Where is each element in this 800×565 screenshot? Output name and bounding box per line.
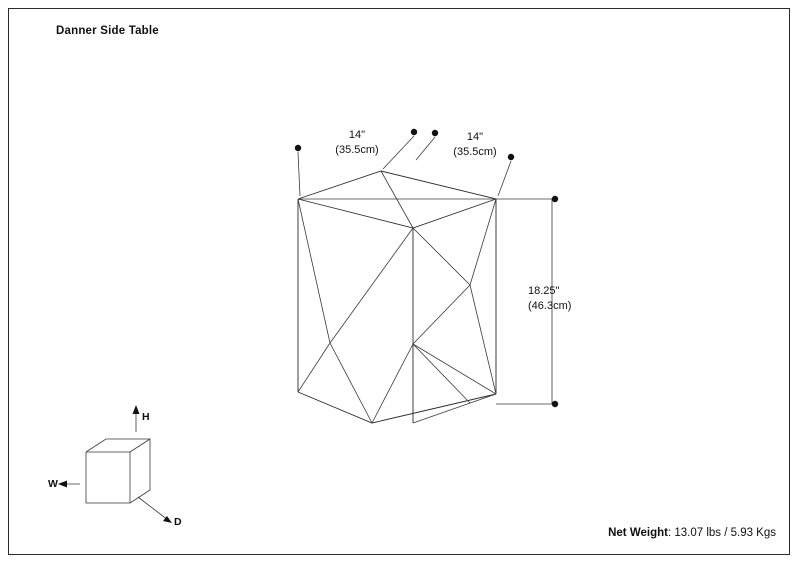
left-facet-diagonal — [330, 228, 413, 343]
axis-label-depth: D — [174, 516, 182, 528]
axis-w-arrowhead — [58, 481, 67, 488]
axis-label-height: H — [142, 411, 150, 423]
dim-marker-height-top — [552, 196, 558, 202]
net-weight-value: : 13.07 lbs / 5.93 Kgs — [667, 527, 776, 539]
legend-cube-front — [86, 452, 130, 503]
table-illustration — [298, 171, 496, 423]
dim-marker-height-bottom — [552, 401, 558, 407]
dim-leader-top-right-a — [416, 137, 435, 160]
dimension-height-imperial: 18.25" — [528, 285, 560, 297]
right-facet-diagonal-lower — [470, 285, 496, 394]
axis-h-arrowhead — [133, 405, 140, 414]
net-weight — [608, 527, 776, 539]
dim-leader-top-left-a — [298, 152, 300, 196]
dim-leader-top-right-b — [498, 161, 511, 196]
axis-label-width: W — [48, 478, 58, 490]
right-facet-diagonal-upper — [470, 199, 496, 285]
page-title: Danner Side Table — [56, 25, 159, 37]
front-facet-lower — [372, 344, 413, 423]
dimension-top-right-metric: (35.5cm) — [453, 146, 497, 158]
right-facet-bottom — [413, 394, 496, 423]
dimension-top-left-imperial: 14" — [348, 129, 366, 141]
legend-cube-edge — [130, 439, 150, 452]
dim-marker-top-right-start — [432, 130, 438, 136]
dimension-label-height — [528, 284, 600, 314]
dim-marker-top-left-end — [411, 129, 417, 135]
axis-d-line — [138, 497, 168, 520]
dimension-height-metric: (46.3cm) — [528, 300, 572, 312]
net-weight-label: Net Weight — [608, 527, 668, 539]
left-facet-fold — [298, 199, 372, 423]
right-facet-fold — [413, 228, 470, 403]
dimension-top-left-metric: (35.5cm) — [335, 144, 379, 156]
dimension-label-top-right — [440, 130, 510, 160]
dimension-top-right-imperial: 14" — [466, 131, 484, 143]
dim-marker-top-left-start — [295, 145, 301, 151]
dimension-label-top-left — [322, 128, 392, 158]
left-facet-lower — [298, 343, 330, 392]
legend-cube-top-right — [86, 439, 150, 503]
bottom-outline — [298, 392, 496, 423]
axis-legend-cube — [58, 405, 172, 523]
top-face-diagonal-2 — [381, 171, 413, 228]
